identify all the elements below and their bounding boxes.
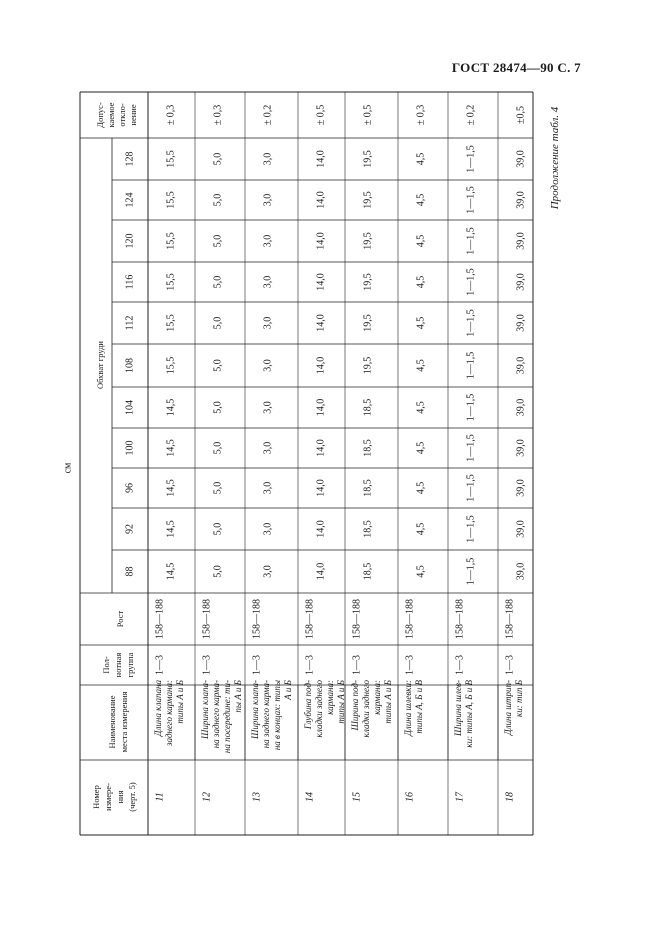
header-tolerance: нение <box>128 104 138 126</box>
row-height: 158—188 <box>504 599 516 639</box>
chest-size-label: 100 <box>124 440 136 456</box>
row-value: 4,5 <box>415 316 427 330</box>
continuation-caption: Продолжение табл. 4 <box>549 106 561 210</box>
row-name: кармана: <box>372 680 382 715</box>
row-value: 1—1,5 <box>465 557 477 586</box>
header-number: Номер <box>91 785 101 809</box>
row-value: 1—1,5 <box>465 393 477 422</box>
row-name: типы А и Б <box>336 680 346 724</box>
header-name: Наименование <box>107 695 117 749</box>
row-value: 14,5 <box>165 439 177 457</box>
row-name: кармана: <box>325 680 335 715</box>
row-value: 3,0 <box>262 441 274 455</box>
row-value: 19,5 <box>362 356 374 375</box>
row-value: 39,0 <box>515 439 527 457</box>
unit-label: см <box>62 462 74 474</box>
row-name: типы А и Б <box>383 680 393 724</box>
row-value: 5,0 <box>212 275 224 289</box>
header-group: группа <box>125 652 135 678</box>
row-value: 15,5 <box>165 232 177 250</box>
chest-size-label: 108 <box>124 358 136 373</box>
row-value: 14,0 <box>315 356 327 375</box>
row-value: 4,5 <box>415 401 427 414</box>
row-value: 4,5 <box>415 193 427 207</box>
row-value: 14,0 <box>315 150 327 168</box>
row-name: кладки заднего <box>361 680 371 738</box>
row-value: 14,0 <box>315 562 327 581</box>
row-value: 39,0 <box>515 398 527 417</box>
row-value: 3,0 <box>262 481 274 495</box>
row-tolerance: ± 0,3 <box>165 104 177 126</box>
header-number: (черт. 5) <box>127 782 137 812</box>
row-value: 15,5 <box>165 273 177 291</box>
row-name: на заднего карма- <box>211 680 221 749</box>
row-name: Ширина под- <box>350 680 360 731</box>
row-value: 1—1,5 <box>465 227 477 255</box>
row-name: заднего кармана: <box>164 680 174 747</box>
row-value: 19,5 <box>362 191 374 209</box>
row-name: Ширина шлев- <box>453 680 463 736</box>
row-value: 3,0 <box>262 316 274 330</box>
chest-size-label: 92 <box>124 524 136 534</box>
row-value: 5,0 <box>212 316 224 330</box>
row-height: 158—188 <box>201 599 213 639</box>
row-value: 18,5 <box>362 479 374 497</box>
row-value: 14,0 <box>315 520 327 538</box>
row-name: кладки заднего <box>314 680 324 738</box>
row-value: 4,5 <box>415 359 427 372</box>
chest-size-label: 112 <box>124 315 136 331</box>
row-height: 158—188 <box>251 599 263 639</box>
row-value: 39,0 <box>515 314 527 332</box>
row-value: 14,0 <box>315 439 327 457</box>
row-number: 12 <box>201 792 213 802</box>
row-tolerance: ± 0,5 <box>362 104 374 126</box>
row-group: 1—3 <box>504 655 516 675</box>
row-value: 3,0 <box>262 193 274 207</box>
chest-size-label: 120 <box>124 233 136 249</box>
header-group: Пол- <box>101 656 111 674</box>
row-value: 15,5 <box>165 314 177 332</box>
header-tolerance: откло- <box>117 103 127 127</box>
row-number: 11 <box>154 792 166 802</box>
row-value: 39,0 <box>515 150 527 168</box>
row-name: Ширина клапа- <box>200 680 210 740</box>
row-number: 13 <box>251 792 263 802</box>
chest-size-label: 128 <box>124 151 136 167</box>
row-value: 4,5 <box>415 234 427 248</box>
row-name: ки: типы А, Б и В <box>464 680 474 748</box>
row-value: 39,0 <box>515 232 527 250</box>
header-height: Рост <box>115 610 125 628</box>
row-name: на в концах: типы <box>272 680 282 751</box>
row-group: 1—3 <box>404 655 416 675</box>
row-value: 39,0 <box>515 479 527 497</box>
row-number: 16 <box>404 792 416 802</box>
row-value: 39,0 <box>515 520 527 538</box>
row-value: 5,0 <box>212 359 224 372</box>
row-value: 1—1,5 <box>465 474 477 502</box>
row-tolerance: ± 0,3 <box>415 104 427 126</box>
row-value: 4,5 <box>415 152 427 166</box>
row-value: 18,5 <box>362 398 374 417</box>
row-value: 5,0 <box>212 565 224 578</box>
row-value: 39,0 <box>515 562 527 581</box>
row-name: ки: тип Б <box>514 680 524 718</box>
row-value: 1—1,5 <box>465 515 477 543</box>
row-value: 18,5 <box>362 439 374 457</box>
row-group: 1—3 <box>304 655 316 675</box>
row-tolerance: ± 0,2 <box>262 104 274 126</box>
row-value: 14,0 <box>315 398 327 417</box>
row-group: 1—3 <box>351 655 363 675</box>
row-value: 18,5 <box>362 520 374 538</box>
row-value: 14,5 <box>165 520 177 538</box>
row-height: 158—188 <box>351 599 363 639</box>
row-value: 4,5 <box>415 481 427 495</box>
row-number: 17 <box>454 792 466 802</box>
row-value: 4,5 <box>415 275 427 289</box>
header-tolerance: Допус- <box>95 102 105 128</box>
row-group: 1—3 <box>251 655 263 675</box>
row-tolerance: ± 0,3 <box>212 104 224 126</box>
chest-size-label: 88 <box>124 566 136 577</box>
row-value: 3,0 <box>262 275 274 289</box>
row-value: 19,5 <box>362 150 374 168</box>
row-value: 39,0 <box>515 356 527 375</box>
row-group: 1—3 <box>454 655 466 675</box>
row-value: 5,0 <box>212 522 224 536</box>
row-value: 39,0 <box>515 273 527 291</box>
row-name: на заднего карма- <box>261 680 271 749</box>
row-tolerance: ± 0,5 <box>315 104 327 126</box>
row-tolerance: ± 0,2 <box>465 104 477 126</box>
row-value: 39,0 <box>515 191 527 209</box>
row-value: 14,5 <box>165 479 177 497</box>
row-name: Длина штрип- <box>503 680 513 736</box>
row-value: 15,5 <box>165 150 177 168</box>
header-name: места измерения <box>119 691 129 753</box>
row-value: 1—1,5 <box>465 186 477 214</box>
header-chest: Обхват груди <box>95 341 105 389</box>
row-name: Длина шлевки: <box>403 680 413 736</box>
row-value: 14,0 <box>315 232 327 250</box>
row-value: 19,5 <box>362 273 374 291</box>
header-tolerance: каемое <box>106 102 116 128</box>
row-value: 3,0 <box>262 401 274 414</box>
row-name: типы А и Б <box>175 680 185 724</box>
row-value: 19,5 <box>362 314 374 332</box>
chest-size-label: 116 <box>124 274 136 290</box>
row-value: 14,5 <box>165 562 177 581</box>
row-value: 1—1,5 <box>465 309 477 337</box>
header-number: ния <box>115 790 125 804</box>
row-name: типы А, Б и В <box>414 680 424 734</box>
row-height: 158—188 <box>404 599 416 639</box>
row-value: 3,0 <box>262 152 274 166</box>
header-number: измере- <box>103 783 113 811</box>
row-height: 158—188 <box>304 599 316 639</box>
row-value: 5,0 <box>212 401 224 414</box>
row-height: 158—188 <box>154 599 166 639</box>
row-value: 18,5 <box>362 562 374 581</box>
row-group: 1—3 <box>154 655 166 675</box>
row-name: Глубина под- <box>303 680 313 730</box>
row-name: пы А и Б <box>233 680 243 713</box>
chest-size-label: 124 <box>124 192 136 208</box>
row-value: 15,5 <box>165 191 177 209</box>
row-name: на посередине: ти- <box>222 680 232 754</box>
row-tolerance: ±0,5 <box>515 106 527 124</box>
row-value: 1—1,5 <box>465 434 477 462</box>
chest-size-label: 104 <box>124 400 136 415</box>
header-group: нотная <box>113 652 123 678</box>
row-value: 3,0 <box>262 234 274 248</box>
row-value: 3,0 <box>262 359 274 372</box>
row-value: 14,0 <box>315 273 327 291</box>
row-value: 19,5 <box>362 232 374 250</box>
row-value: 15,5 <box>165 356 177 375</box>
row-number: 14 <box>304 792 316 802</box>
row-value: 14,0 <box>315 191 327 209</box>
row-value: 4,5 <box>415 441 427 455</box>
row-value: 1—1,5 <box>465 268 477 296</box>
row-value: 4,5 <box>415 522 427 536</box>
row-value: 4,5 <box>415 565 427 578</box>
row-value: 5,0 <box>212 481 224 495</box>
row-value: 3,0 <box>262 565 274 578</box>
row-value: 14,0 <box>315 479 327 497</box>
row-number: 18 <box>504 792 516 802</box>
row-value: 5,0 <box>212 152 224 166</box>
row-value: 14,0 <box>315 314 327 332</box>
row-value: 1—1,5 <box>465 351 477 380</box>
row-name: А и Б <box>283 680 293 700</box>
row-value: 1—1,5 <box>465 145 477 173</box>
row-group: 1—3 <box>201 655 213 675</box>
page-header: ГОСТ 28474—90 С. 7 <box>451 60 581 75</box>
row-height: 158—188 <box>454 599 466 639</box>
row-value: 5,0 <box>212 234 224 248</box>
chest-size-label: 96 <box>124 483 136 493</box>
row-value: 5,0 <box>212 193 224 207</box>
row-name: Длина клапана <box>153 680 163 737</box>
row-number: 15 <box>351 792 363 802</box>
row-value: 5,0 <box>212 441 224 455</box>
row-value: 14,5 <box>165 398 177 417</box>
row-name: Ширина клапа- <box>250 680 260 740</box>
row-value: 3,0 <box>262 522 274 536</box>
